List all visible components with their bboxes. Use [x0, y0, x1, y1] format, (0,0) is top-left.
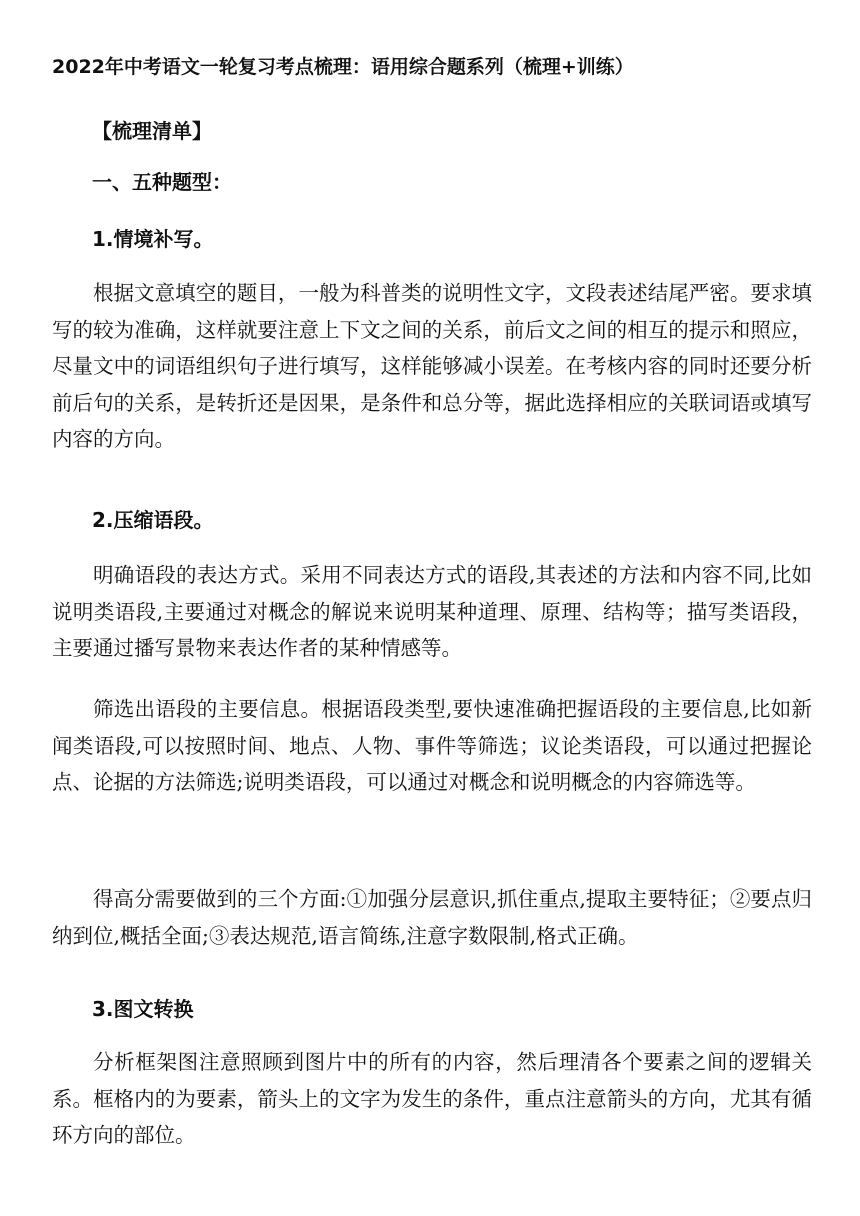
- paragraph-context-completion: 根据文意填空的题目，一般为科普类的说明性文字，文段表述结尾严密。要求填写的较为准确，这样就要注意上下文之间的关系，前后文之间的相互的提示和照应，尽量文中的词语组织句子进行填写，这样能够减小误差。在考核内容的同时还要分析前后句的关系，是转折还是因果，是条件和总分等，据此选择相应的关联词语或填写内容的方向。: [52, 281, 812, 451]
- document-title: 2022年中考语文一轮复习考点梳理：语用综合题系列（梳理+训练）: [52, 56, 634, 78]
- paragraph-chart-conversion: 分析框架图注意照顾到图片中的所有的内容，然后理清各个要素之间的逻辑关系。框格内的为要素，箭头上的文字为发生的条件，重点注意箭头的方向，尤其有循环方向的部位。: [52, 1050, 812, 1147]
- item-heading-3: 3.图文转换: [92, 997, 194, 1021]
- paragraph-key-information: 筛选出语段的主要信息。根据语段类型,要快速准确把握语段的主要信息,比如新闻类语段,可以按照时间、地点、人物、事件等筛选；议论类语段，可以通过把握论点、论据的方法筛选;说明类语段，可以通过对概念和说明概念的内容筛选等。: [52, 697, 812, 794]
- section-label: 【梳理清单】: [92, 119, 212, 143]
- paragraph-high-score-tips: 得高分需要做到的三个方面:①加强分层意识,抓住重点,提取主要特征；②要点归纳到位,概括全面;③表达规范,语言简练,注意字数限制,格式正确。: [52, 887, 812, 948]
- item-heading-1: 1.情境补写。: [92, 227, 214, 251]
- item-heading-2: 2.压缩语段。: [92, 508, 214, 532]
- part-heading: 一、五种题型：: [92, 170, 232, 194]
- paragraph-expression-mode: 明确语段的表达方式。采用不同表达方式的语段,其表述的方法和内容不同,比如说明类语段,主要通过对概念的解说来说明某种道理、原理、结构等；描写类语段，主要通过播写景物来表达作者的某种情感等。: [52, 563, 812, 660]
